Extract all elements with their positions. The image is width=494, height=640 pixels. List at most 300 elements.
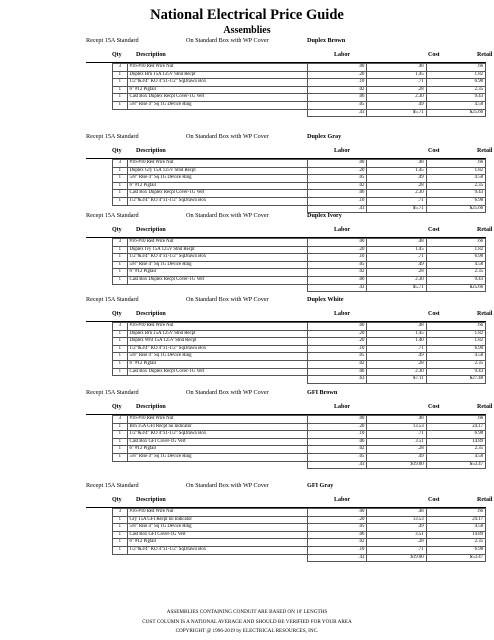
- total-retail: $25.66: [426, 109, 485, 117]
- table-row: [113, 416, 486, 424]
- item-description: 5/8" Rise 4" Sq 1G Device Ring: [127, 453, 308, 461]
- item-description: Cast Box Duplex Recpt Cover-1G Vert: [127, 368, 308, 376]
- total-spacer: [127, 376, 308, 384]
- item-labor: .05: [308, 453, 367, 461]
- column-header-cost: Cost: [428, 227, 440, 233]
- table-row: [113, 160, 486, 168]
- item-retail: 9.43: [426, 190, 485, 198]
- item-description: Duplex Ivy 15A 125V Stnd Recpt: [127, 246, 308, 254]
- section-header: [86, 211, 486, 223]
- column-header-qty: Qty: [112, 311, 122, 317]
- table-row: [113, 246, 486, 254]
- table-row: [113, 71, 486, 79]
- table-row: [113, 345, 486, 353]
- total-spacer: [113, 554, 128, 562]
- total-cost: $5.71: [367, 284, 426, 292]
- table-row: [113, 254, 486, 262]
- item-labor: .00: [308, 416, 367, 424]
- total-row: [113, 109, 486, 117]
- table-row: [113, 261, 486, 269]
- column-header-retail: Retail: [477, 227, 493, 233]
- item-retail: .66: [426, 64, 485, 72]
- total-spacer: [113, 109, 128, 117]
- item-cost: .48: [367, 416, 426, 424]
- item-qty: 1: [113, 167, 128, 175]
- column-header-retail: Retail: [477, 311, 493, 317]
- column-header-row: [86, 147, 493, 159]
- item-qty: 1: [113, 345, 128, 353]
- item-description: Duplex Brn 15A 125V Stnd Recpt: [127, 330, 308, 338]
- item-cost: 2.30: [367, 368, 426, 376]
- item-qty: 1: [113, 71, 128, 79]
- item-cost: .48: [367, 160, 426, 168]
- item-description: 1/2"&3/4" KO 4"x1-1/2" SqDrawn Box: [127, 546, 308, 554]
- assembly-items-table: [112, 415, 486, 469]
- item-retail: 2.35: [426, 269, 485, 277]
- column-header-row: [86, 403, 493, 415]
- assembly-section: [86, 211, 493, 292]
- table-row: [113, 79, 486, 87]
- column-header-labor: Labor: [334, 497, 351, 503]
- item-qty: 1: [113, 338, 128, 346]
- item-retail: 1.82: [426, 338, 485, 346]
- total-row: [113, 376, 486, 384]
- column-header-description: Description: [136, 497, 166, 503]
- column-header-description: Description: [136, 148, 166, 154]
- table-row: [113, 175, 486, 183]
- item-retail: .66: [426, 323, 485, 331]
- item-retail: .66: [426, 160, 485, 168]
- total-labor: .43: [308, 205, 367, 213]
- table-row: [113, 431, 486, 439]
- item-labor: .02: [308, 269, 367, 277]
- item-labor: .06: [308, 368, 367, 376]
- item-qty: 1: [113, 360, 128, 368]
- table-row: [113, 64, 486, 72]
- item-retail: 2.35: [426, 539, 485, 547]
- column-header-cost: Cost: [428, 497, 440, 503]
- section-recept-label: Recept 15A Standard: [86, 482, 139, 489]
- column-header-labor: Labor: [334, 311, 351, 317]
- total-retail: $25.66: [426, 205, 485, 213]
- item-labor: .02: [308, 446, 367, 454]
- total-row: [113, 284, 486, 292]
- item-labor: .02: [308, 360, 367, 368]
- total-spacer: [127, 109, 308, 117]
- table-row: [113, 323, 486, 331]
- column-header-description: Description: [136, 311, 166, 317]
- item-cost: .28: [367, 446, 426, 454]
- item-description: Gry 15A GFI Recpt no Indicator: [127, 516, 308, 524]
- item-retail: 4.58: [426, 524, 485, 532]
- item-cost: .48: [367, 239, 426, 247]
- total-cost: $19.00: [367, 461, 426, 469]
- item-qty: 1: [113, 431, 128, 439]
- item-description: 5/8" Rise 4" Sq 1G Device Ring: [127, 101, 308, 109]
- table-row: [113, 197, 486, 205]
- item-qty: 3: [113, 239, 128, 247]
- total-cost: $7.11: [367, 376, 426, 384]
- column-header-row: [86, 226, 493, 238]
- item-labor: .10: [308, 546, 367, 554]
- item-labor: .05: [308, 175, 367, 183]
- column-header-qty: Qty: [112, 404, 122, 410]
- item-cost: 13.53: [367, 423, 426, 431]
- item-retail: 9.43: [426, 94, 485, 102]
- total-retail: $27.48: [426, 376, 485, 384]
- item-description: #16-#10 Red Wire Nut: [127, 416, 308, 424]
- item-retail: 2.35: [426, 446, 485, 454]
- item-description: Cast Box Duplex Recpt Cover-1G Vert: [127, 94, 308, 102]
- item-retail: 14.89: [426, 531, 485, 539]
- item-retail: 1.82: [426, 71, 485, 79]
- item-labor: .02: [308, 182, 367, 190]
- total-row: [113, 554, 486, 562]
- total-spacer: [127, 554, 308, 562]
- item-description: 1/2"&3/4" KO 4"x1-1/2" SqDrawn Box: [127, 345, 308, 353]
- item-retail: 6.98: [426, 254, 485, 262]
- item-qty: 1: [113, 276, 128, 284]
- item-labor: .06: [308, 438, 367, 446]
- item-description: 6" #12 Pigtail: [127, 360, 308, 368]
- column-header-qty: Qty: [112, 148, 122, 154]
- item-cost: 3.51: [367, 531, 426, 539]
- item-retail: 2.35: [426, 360, 485, 368]
- item-labor: .10: [308, 254, 367, 262]
- total-spacer: [127, 284, 308, 292]
- item-cost: .71: [367, 345, 426, 353]
- column-header-cost: Cost: [428, 52, 440, 58]
- item-labor: .00: [308, 160, 367, 168]
- column-header-labor: Labor: [334, 404, 351, 410]
- item-description: 1/2"&3/4" KO 4"x1-1/2" SqDrawn Box: [127, 254, 308, 262]
- item-qty: 1: [113, 423, 128, 431]
- column-header-description: Description: [136, 404, 166, 410]
- item-description: 5/8" Rise 4" Sq 1G Device Ring: [127, 261, 308, 269]
- item-labor: .06: [308, 276, 367, 284]
- table-row: [113, 516, 486, 524]
- table-row: [113, 446, 486, 454]
- item-description: Cast Box GFI Cover-1G Vert: [127, 438, 308, 446]
- item-description: #16-#10 Red Wire Nut: [127, 64, 308, 72]
- item-retail: 24.17: [426, 423, 485, 431]
- item-cost: .49: [367, 524, 426, 532]
- section-recept-label: Recept 15A Standard: [86, 389, 139, 396]
- section-cover-label: On Standard Box with WP Cover: [186, 212, 269, 219]
- item-cost: 2.30: [367, 190, 426, 198]
- item-retail: .66: [426, 509, 485, 517]
- section-assembly-name: Duplex Gray: [307, 133, 342, 140]
- assembly-items-table: [112, 508, 486, 562]
- table-row: [113, 94, 486, 102]
- table-row: [113, 269, 486, 277]
- section-header: [86, 132, 486, 144]
- item-labor: .02: [308, 539, 367, 547]
- item-retail: 1.82: [426, 167, 485, 175]
- item-cost: .48: [367, 323, 426, 331]
- assembly-items-table: [112, 159, 486, 213]
- item-labor: .10: [308, 197, 367, 205]
- item-labor: .10: [308, 431, 367, 439]
- column-header-cost: Cost: [428, 148, 440, 154]
- item-cost: 13.53: [367, 516, 426, 524]
- section-cover-label: On Standard Box with WP Cover: [186, 296, 269, 303]
- table-row: [113, 539, 486, 547]
- table-row: [113, 276, 486, 284]
- item-cost: 1.40: [367, 338, 426, 346]
- section-cover-label: On Standard Box with WP Cover: [186, 133, 269, 140]
- column-header-retail: Retail: [477, 52, 493, 58]
- item-labor: .20: [308, 246, 367, 254]
- item-cost: .28: [367, 269, 426, 277]
- item-cost: 1.45: [367, 167, 426, 175]
- item-labor: .05: [308, 261, 367, 269]
- column-header-labor: Labor: [334, 227, 351, 233]
- item-cost: .71: [367, 546, 426, 554]
- column-header-retail: Retail: [477, 148, 493, 154]
- column-header-labor: Labor: [334, 148, 351, 154]
- item-description: 5/8" Rise 4" Sq 1G Device Ring: [127, 353, 308, 361]
- item-retail: 24.17: [426, 516, 485, 524]
- item-cost: .71: [367, 197, 426, 205]
- item-qty: 1: [113, 175, 128, 183]
- item-labor: .20: [308, 167, 367, 175]
- item-labor: .10: [308, 79, 367, 87]
- item-labor: .06: [308, 531, 367, 539]
- item-cost: .48: [367, 509, 426, 517]
- table-row: [113, 531, 486, 539]
- item-cost: .28: [367, 182, 426, 190]
- item-qty: 1: [113, 438, 128, 446]
- column-header-retail: Retail: [477, 404, 493, 410]
- item-labor: .20: [308, 338, 367, 346]
- item-retail: 14.89: [426, 438, 485, 446]
- item-qty: 1: [113, 197, 128, 205]
- item-description: 6" #12 Pigtail: [127, 182, 308, 190]
- total-labor: .43: [308, 284, 367, 292]
- table-row: [113, 360, 486, 368]
- table-row: [113, 438, 486, 446]
- item-qty: 1: [113, 190, 128, 198]
- item-retail: 6.98: [426, 431, 485, 439]
- item-description: 6" #12 Pigtail: [127, 269, 308, 277]
- item-labor: .20: [308, 71, 367, 79]
- item-cost: .71: [367, 431, 426, 439]
- item-cost: .49: [367, 101, 426, 109]
- table-row: [113, 509, 486, 517]
- total-retail: $53.47: [426, 461, 485, 469]
- item-qty: 1: [113, 546, 128, 554]
- section-cover-label: On Standard Box with WP Cover: [186, 482, 269, 489]
- item-cost: .49: [367, 353, 426, 361]
- assembly-section: [86, 295, 493, 384]
- section-assembly-name: GFI Gray: [307, 482, 334, 489]
- assembly-items-table: [112, 322, 486, 384]
- column-header-row: [86, 496, 493, 508]
- table-row: [113, 338, 486, 346]
- section-assembly-name: Duplex Brown: [307, 37, 346, 44]
- item-qty: 3: [113, 509, 128, 517]
- table-row: [113, 330, 486, 338]
- section-recept-label: Recept 15A Standard: [86, 212, 139, 219]
- column-header-cost: Cost: [428, 311, 440, 317]
- total-labor: .43: [308, 554, 367, 562]
- item-cost: .49: [367, 175, 426, 183]
- item-description: 5/8" Rise 4" Sq 1G Device Ring: [127, 524, 308, 532]
- item-qty: 1: [113, 368, 128, 376]
- page-subtitle: Assemblies: [223, 25, 271, 36]
- column-header-qty: Qty: [112, 497, 122, 503]
- item-qty: 3: [113, 416, 128, 424]
- item-labor: .05: [308, 353, 367, 361]
- table-row: [113, 182, 486, 190]
- item-qty: 1: [113, 79, 128, 87]
- item-cost: .28: [367, 360, 426, 368]
- item-labor: .05: [308, 101, 367, 109]
- item-cost: .71: [367, 79, 426, 87]
- assembly-section: [86, 388, 493, 469]
- item-cost: .28: [367, 539, 426, 547]
- footer-note-conduit: ASSEMBLIES CONTAINING CONDUIT ARE BASED ON 10' LENGTHS: [166, 609, 328, 615]
- item-labor: .00: [308, 323, 367, 331]
- item-labor: .20: [308, 516, 367, 524]
- item-retail: 1.82: [426, 330, 485, 338]
- section-recept-label: Recept 15A Standard: [86, 37, 139, 44]
- item-retail: 6.98: [426, 345, 485, 353]
- item-retail: 6.98: [426, 197, 485, 205]
- table-row: [113, 524, 486, 532]
- item-qty: 3: [113, 64, 128, 72]
- section-assembly-name: Duplex White: [307, 296, 344, 303]
- item-description: 1/2"&3/4" KO 4"x1-1/2" SqDrawn Box: [127, 431, 308, 439]
- item-labor: .00: [308, 64, 367, 72]
- item-description: #16-#10 Red Wire Nut: [127, 323, 308, 331]
- item-retail: 1.82: [426, 246, 485, 254]
- item-cost: 2.30: [367, 94, 426, 102]
- total-cost: $19.00: [367, 554, 426, 562]
- item-labor: .00: [308, 509, 367, 517]
- item-cost: 1.45: [367, 246, 426, 254]
- table-row: [113, 190, 486, 198]
- total-spacer: [127, 461, 308, 469]
- item-description: Duplex Brn 15A 125V Stnd Recpt: [127, 71, 308, 79]
- table-row: [113, 101, 486, 109]
- item-retail: 9.43: [426, 276, 485, 284]
- total-spacer: [113, 284, 128, 292]
- item-description: Duplex Gry 15A 125V Stnd Recpt: [127, 167, 308, 175]
- item-description: Cast Box Duplex Recpt Cover-1G Vert: [127, 276, 308, 284]
- section-recept-label: Recept 15A Standard: [86, 296, 139, 303]
- item-qty: 3: [113, 323, 128, 331]
- item-cost: .71: [367, 254, 426, 262]
- item-description: #16-#10 Red Wire Nut: [127, 160, 308, 168]
- footer-note-cost: COST COLUMN IS A NATIONAL AVERAGE AND SHOULD BE VERIFIED FOR YOUR AREA: [142, 619, 352, 625]
- item-retail: 4.58: [426, 175, 485, 183]
- section-header: [86, 481, 486, 493]
- item-retail: 2.35: [426, 182, 485, 190]
- item-description: 6" #12 Pigtail: [127, 446, 308, 454]
- item-retail: .66: [426, 416, 485, 424]
- item-cost: .49: [367, 453, 426, 461]
- item-labor: .06: [308, 94, 367, 102]
- item-qty: 1: [113, 94, 128, 102]
- item-qty: 1: [113, 101, 128, 109]
- item-qty: 1: [113, 269, 128, 277]
- total-row: [113, 461, 486, 469]
- item-description: 1/2"&3/4" KO 4"x1-1/2" SqDrawn Box: [127, 197, 308, 205]
- item-qty: 1: [113, 86, 128, 94]
- item-qty: 1: [113, 531, 128, 539]
- section-recept-label: Recept 15A Standard: [86, 133, 139, 140]
- item-description: Cast Box GFI Cover-1G Vert: [127, 531, 308, 539]
- column-header-row: [86, 51, 493, 63]
- section-header: [86, 388, 486, 400]
- item-qty: 1: [113, 353, 128, 361]
- item-qty: 3: [113, 160, 128, 168]
- item-description: 5/8" Rise 4" Sq 1G Device Ring: [127, 175, 308, 183]
- item-qty: 1: [113, 539, 128, 547]
- item-cost: 2.30: [367, 276, 426, 284]
- footer-copyright: COPYRIGHT @ 1996-2019 by ELECTRICAL RESOURCES, INC.: [175, 628, 319, 634]
- item-qty: 1: [113, 524, 128, 532]
- item-qty: 1: [113, 453, 128, 461]
- item-cost: .49: [367, 261, 426, 269]
- item-labor: .20: [308, 423, 367, 431]
- column-header-cost: Cost: [428, 404, 440, 410]
- total-retail: $25.66: [426, 284, 485, 292]
- item-description: Duplex Wht 15A 125V Stnd Recpt: [127, 338, 308, 346]
- item-qty: 1: [113, 261, 128, 269]
- column-header-description: Description: [136, 52, 166, 58]
- section-assembly-name: GFI Brown: [307, 389, 338, 396]
- section-header: [86, 295, 486, 307]
- item-retail: 2.35: [426, 86, 485, 94]
- column-header-row: [86, 310, 493, 322]
- total-labor: .63: [308, 376, 367, 384]
- total-spacer: [113, 461, 128, 469]
- item-qty: 1: [113, 254, 128, 262]
- item-cost: 1.45: [367, 330, 426, 338]
- section-cover-label: On Standard Box with WP Cover: [186, 389, 269, 396]
- assembly-items-table: [112, 63, 486, 117]
- item-description: 6" #12 Pigtail: [127, 86, 308, 94]
- assembly-section: [86, 36, 493, 117]
- column-header-qty: Qty: [112, 227, 122, 233]
- assembly-items-table: [112, 238, 486, 292]
- item-description: #16-#10 Red Wire Nut: [127, 239, 308, 247]
- section-assembly-name: Duplex Ivory: [307, 212, 342, 219]
- assembly-section: [86, 481, 493, 562]
- table-row: [113, 546, 486, 554]
- item-retail: 4.58: [426, 353, 485, 361]
- item-retail: 6.98: [426, 546, 485, 554]
- section-cover-label: On Standard Box with WP Cover: [186, 37, 269, 44]
- total-cost: $5.71: [367, 109, 426, 117]
- item-description: Brn 15A GFI Recpt no Indicator: [127, 423, 308, 431]
- item-qty: 1: [113, 516, 128, 524]
- item-qty: 1: [113, 446, 128, 454]
- page-title: National Electrical Price Guide: [150, 7, 344, 23]
- total-spacer: [113, 376, 128, 384]
- column-header-labor: Labor: [334, 52, 351, 58]
- table-row: [113, 423, 486, 431]
- table-row: [113, 167, 486, 175]
- item-labor: .05: [308, 524, 367, 532]
- table-row: [113, 353, 486, 361]
- item-labor: .20: [308, 330, 367, 338]
- total-labor: .43: [308, 109, 367, 117]
- item-qty: 1: [113, 182, 128, 190]
